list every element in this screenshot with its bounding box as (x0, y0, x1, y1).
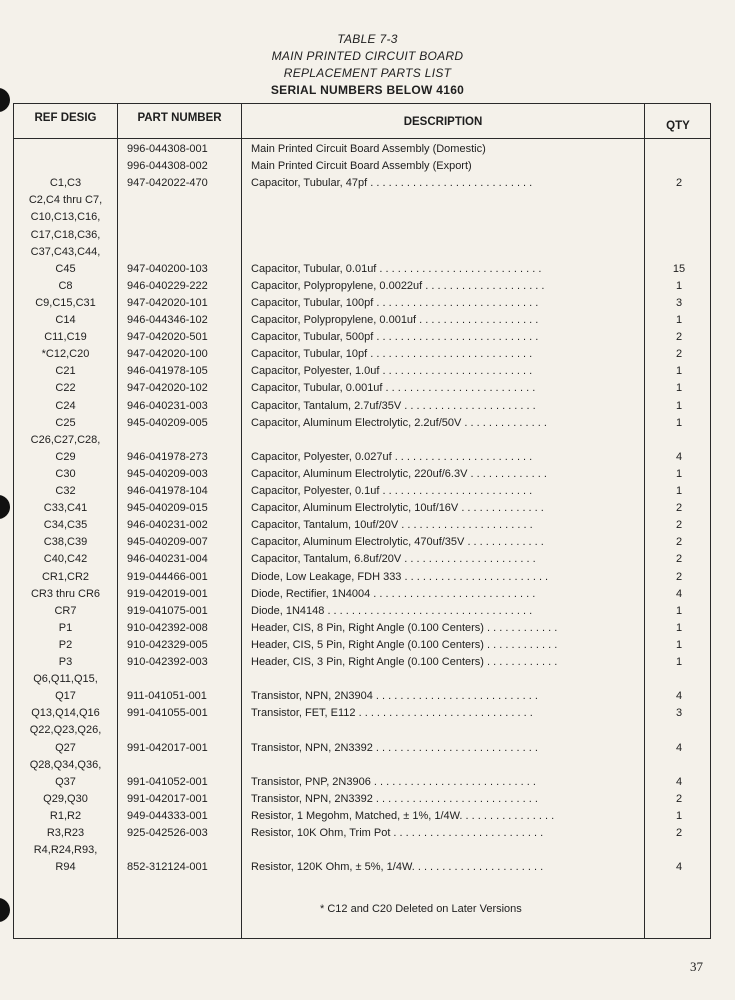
header-divider (14, 138, 710, 139)
part-number-cell: 945-040209-005 (127, 416, 208, 429)
serial-range: SERIAL NUMBERS BELOW 4160 (270, 83, 465, 97)
part-number-cell: 925-042526-003 (127, 827, 208, 839)
description-cell: Capacitor, Aluminum Electrolytic, 2.2uf/50V . . . . . . . . . . . . . . (251, 416, 547, 429)
qty-cell: 1 (675, 467, 683, 480)
part-number-cell: 947-040200-103 (127, 262, 208, 275)
description-cell: Header, CIS, 8 Pin, Right Angle (0.100 Centers) . . . . . . . . . . . . (251, 621, 558, 634)
ref-desig-cell: C14 (55, 314, 76, 326)
description-cell: Capacitor, Polyester, 0.1uf . . . . . . . . . . . . . . . . . . . . . . . . . (251, 485, 533, 497)
description-cell: Resistor, 10K Ohm, Trim Pot . . . . . . . . . . . . . . . . . . . . . . . . . (251, 827, 544, 839)
qty-cell: 2 (675, 792, 683, 805)
part-number-cell: 996-044308-002 (127, 160, 208, 173)
ref-desig-cell: C38,C39 (43, 536, 88, 549)
part-number-cell: 910-042392-008 (127, 621, 208, 634)
part-number-cell: 911-041051-001 (127, 690, 207, 703)
qty-cell: 4 (675, 775, 683, 788)
description-cell: Transistor, NPN, 2N3392 . . . . . . . . . . . . . . . . . . . . . . . . . . . (251, 741, 538, 754)
description-cell: Main Printed Circuit Board Assembly (Export) (251, 160, 472, 173)
page-number: 37 (690, 959, 703, 974)
ref-desig-cell: CR1,CR2 (41, 570, 90, 583)
header-qty: QTY (666, 120, 690, 132)
header-ref-desig: REF DESIG (34, 112, 97, 124)
description-cell: Capacitor, Tantalum, 10uf/20V . . . . . . . . . . . . . . . . . . . . . . (251, 519, 533, 532)
table-caption: MAIN PRINTED CIRCUIT BOARD (271, 49, 464, 63)
qty-cell: 2 (675, 331, 683, 344)
part-number-cell: 945-040209-007 (127, 536, 208, 549)
ref-desig-cell: C1,C3 (49, 177, 82, 190)
description-cell: Capacitor, Aluminum Electrolytic, 220uf/6.3V . . . . . . . . . . . . . (251, 467, 547, 480)
part-number-cell: 946-040231-002 (127, 519, 208, 532)
qty-cell: 4 (675, 450, 683, 463)
binder-hole-bottom (0, 898, 10, 922)
qty-cell: 1 (675, 638, 683, 651)
qty-cell: 3 (675, 296, 683, 309)
column-divider (117, 104, 118, 938)
part-number-cell: 991-041055-001 (127, 707, 208, 720)
ref-desig-cell: R4,R24,R93, (33, 844, 98, 857)
ref-desig-cell: C21 (55, 365, 76, 378)
part-number-cell: 946-041978-105 (127, 365, 208, 378)
table-subcaption: REPLACEMENT PARTS LIST (283, 66, 452, 80)
part-number-cell: 946-044346-102 (127, 314, 208, 326)
description-cell: Transistor, FET, E112 . . . . . . . . . . . . . . . . . . . . . . . . . . . . . (251, 707, 533, 720)
qty-cell: 1 (675, 485, 683, 497)
qty-cell: 1 (675, 809, 683, 822)
description-cell: Capacitor, Aluminum Electrolytic, 470uf/35V . . . . . . . . . . . . . (251, 536, 544, 549)
ref-desig-cell: Q28,Q34,Q36, (29, 758, 102, 771)
ref-desig-cell: C11,C19 (44, 331, 87, 344)
ref-desig-cell: R3,R23 (46, 827, 85, 839)
part-number-cell: 996-044308-001 (127, 143, 208, 155)
description-cell: Capacitor, Tantalum, 6.8uf/20V . . . . . . . . . . . . . . . . . . . . . . (251, 553, 536, 566)
description-cell: Transistor, NPN, 2N3904 . . . . . . . . . . . . . . . . . . . . . . . . . . . (251, 690, 538, 703)
qty-cell: 1 (675, 656, 683, 668)
ref-desig-cell: Q13,Q14,Q16 (31, 707, 100, 720)
ref-desig-cell: *C12,C20 (41, 348, 90, 361)
part-number-cell: 991-042017-001 (127, 792, 208, 805)
ref-desig-cell: C32 (55, 485, 76, 497)
part-number-cell: 919-041075-001 (127, 604, 208, 617)
part-number-cell: 991-042017-001 (127, 741, 208, 754)
part-number-cell: 946-041978-273 (127, 450, 208, 463)
ref-desig-cell: C8 (58, 279, 73, 292)
column-divider (644, 104, 645, 938)
ref-desig-cell: Q37 (55, 775, 76, 788)
qty-cell: 4 (675, 741, 683, 754)
column-divider (241, 104, 242, 938)
description-cell: Main Printed Circuit Board Assembly (Domestic) (251, 143, 486, 155)
footnote: * C12 and C20 Deleted on Later Versions (320, 903, 522, 915)
qty-cell: 4 (675, 861, 683, 874)
qty-cell: 1 (675, 604, 683, 617)
qty-cell: 1 (675, 279, 683, 292)
ref-desig-cell: R94 (55, 861, 76, 874)
qty-cell: 15 (672, 262, 686, 275)
ref-desig-cell: CR7 (54, 604, 77, 617)
part-number-cell: 947-042020-100 (127, 348, 208, 361)
part-number-cell: 947-042022-470 (127, 177, 208, 190)
ref-desig-cell: Q17 (55, 690, 76, 703)
qty-cell: 2 (675, 827, 683, 839)
description-cell: Header, CIS, 3 Pin, Right Angle (0.100 Centers) . . . . . . . . . . . . (251, 656, 558, 668)
part-number-cell: 946-040229-222 (127, 279, 208, 292)
ref-desig-cell: P1 (58, 621, 73, 634)
qty-cell: 2 (675, 348, 683, 361)
part-number-cell: 991-041052-001 (127, 775, 208, 788)
qty-cell: 2 (675, 536, 683, 549)
description-cell: Capacitor, Tubular, 0.001uf . . . . . . . . . . . . . . . . . . . . . . . . . (251, 382, 536, 395)
part-number-cell: 919-042019-001 (127, 587, 208, 600)
part-number-cell: 946-041978-104 (127, 485, 208, 497)
ref-desig-cell: Q22,Q23,Q26, (29, 724, 102, 737)
part-number-cell: 945-040209-015 (127, 502, 208, 515)
description-cell: Resistor, 120K Ohm, ± 5%, 1/4W. . . . . . . . . . . . . . . . . . . . . . (251, 861, 544, 874)
qty-cell: 2 (675, 553, 683, 566)
qty-cell: 1 (675, 382, 683, 395)
ref-desig-cell: C2,C4 thru C7, (28, 194, 103, 207)
description-cell: Header, CIS, 5 Pin, Right Angle (0.100 Centers) . . . . . . . . . . . . (251, 638, 558, 651)
ref-desig-cell: C24 (55, 399, 76, 412)
qty-cell: 4 (675, 587, 683, 600)
ref-desig-cell: C33,C41 (43, 502, 88, 515)
header-description: DESCRIPTION (403, 116, 483, 128)
parts-table (13, 103, 711, 939)
ref-desig-cell: Q6,Q11,Q15, (33, 673, 98, 686)
description-cell: Capacitor, Polyester, 0.027uf . . . . . . . . . . . . . . . . . . . . . . . (251, 450, 533, 463)
ref-desig-cell: C37,C43,C44, (30, 245, 101, 258)
description-cell: Capacitor, Tubular, 10pf . . . . . . . . . . . . . . . . . . . . . . . . . . . (251, 348, 533, 361)
part-number-cell: 852-312124-001 (127, 861, 208, 874)
description-cell: Resistor, 1 Megohm, Matched, ± 1%, 1/4W. . . . . . . . . . . . . . . . (251, 809, 555, 822)
description-cell: Transistor, PNP, 2N3906 . . . . . . . . . . . . . . . . . . . . . . . . . . . (251, 775, 536, 788)
part-number-cell: 945-040209-003 (127, 467, 208, 480)
description-cell: Capacitor, Tantalum, 2.7uf/35V . . . . . . . . . . . . . . . . . . . . . . (251, 399, 536, 412)
qty-cell: 1 (675, 416, 683, 429)
header-part-number: PART NUMBER (137, 112, 222, 124)
table-title (0, 31, 735, 99)
description-cell: Capacitor, Tubular, 100pf . . . . . . . . . . . . . . . . . . . . . . . . . . . (251, 296, 539, 309)
description-cell: Transistor, NPN, 2N3392 . . . . . . . . . . . . . . . . . . . . . . . . . . . (251, 792, 538, 805)
part-number-cell: 947-042020-501 (127, 331, 208, 344)
ref-desig-cell: C45 (55, 262, 76, 275)
part-number-cell: 946-040231-004 (127, 553, 208, 566)
description-cell: Diode, 1N4148 . . . . . . . . . . . . . . . . . . . . . . . . . . . . . . . . . . (251, 604, 533, 617)
ref-desig-cell: C17,C18,C36, (30, 228, 101, 241)
ref-desig-cell: C34,C35 (43, 519, 88, 532)
ref-desig-cell: CR3 thru CR6 (30, 587, 101, 600)
description-cell: Capacitor, Tubular, 0.01uf . . . . . . . . . . . . . . . . . . . . . . . . . . . (251, 262, 542, 275)
qty-cell: 2 (675, 519, 683, 532)
qty-cell: 2 (675, 570, 683, 583)
description-cell: Diode, Rectifier, 1N4004 . . . . . . . . . . . . . . . . . . . . . . . . . . . (251, 587, 536, 600)
ref-desig-cell: C10,C13,C16, (30, 211, 101, 224)
description-cell: Capacitor, Polypropylene, 0.001uf . . . . . . . . . . . . . . . . . . . . (251, 314, 539, 326)
part-number-cell: 947-042020-101 (127, 296, 208, 309)
ref-desig-cell: R1,R2 (49, 809, 82, 822)
part-number-cell: 910-042329-005 (127, 638, 208, 651)
ref-desig-cell: C40,C42 (43, 553, 88, 566)
qty-cell: 1 (675, 621, 683, 634)
ref-desig-cell: C26,C27,C28, (30, 433, 101, 446)
ref-desig-cell: C25 (55, 416, 76, 429)
table-number: TABLE 7-3 (337, 32, 398, 46)
part-number-cell: 919-044466-001 (127, 570, 208, 583)
ref-desig-cell: Q29,Q30 (43, 792, 88, 805)
part-number-cell: 949-044333-001 (127, 809, 208, 822)
description-cell: Capacitor, Polyester, 1.0uf . . . . . . . . . . . . . . . . . . . . . . . . . (251, 365, 533, 378)
description-cell: Capacitor, Polypropylene, 0.0022uf . . . . . . . . . . . . . . . . . . . . (251, 279, 545, 292)
ref-desig-cell: Q27 (55, 741, 76, 754)
ref-desig-cell: C22 (55, 382, 76, 395)
ref-desig-cell: C9,C15,C31 (35, 296, 96, 309)
description-cell: Capacitor, Tubular, 500pf . . . . . . . . . . . . . . . . . . . . . . . . . . . (251, 331, 539, 344)
qty-cell: 1 (675, 365, 683, 378)
ref-desig-cell: C29 (55, 450, 76, 463)
ref-desig-cell: P2 (58, 638, 73, 651)
part-number-cell: 910-042392-003 (127, 656, 208, 668)
binder-hole-middle (0, 495, 10, 519)
description-cell: Capacitor, Tubular, 47pf . . . . . . . . . . . . . . . . . . . . . . . . . . . (251, 177, 533, 190)
ref-desig-cell: P3 (58, 656, 73, 668)
qty-cell: 3 (675, 707, 683, 720)
qty-cell: 4 (675, 690, 683, 703)
qty-cell: 1 (675, 399, 683, 412)
description-cell: Capacitor, Aluminum Electrolytic, 10uf/16V . . . . . . . . . . . . . . (251, 502, 544, 515)
ref-desig-cell: C30 (55, 467, 76, 480)
description-cell: Diode, Low Leakage, FDH 333 . . . . . . . . . . . . . . . . . . . . . . . . (251, 570, 549, 583)
part-number-cell: 946-040231-003 (127, 399, 208, 412)
qty-cell: 2 (675, 502, 683, 515)
part-number-cell: 947-042020-102 (127, 382, 208, 395)
qty-cell: 2 (675, 177, 683, 190)
qty-cell: 1 (675, 314, 683, 326)
